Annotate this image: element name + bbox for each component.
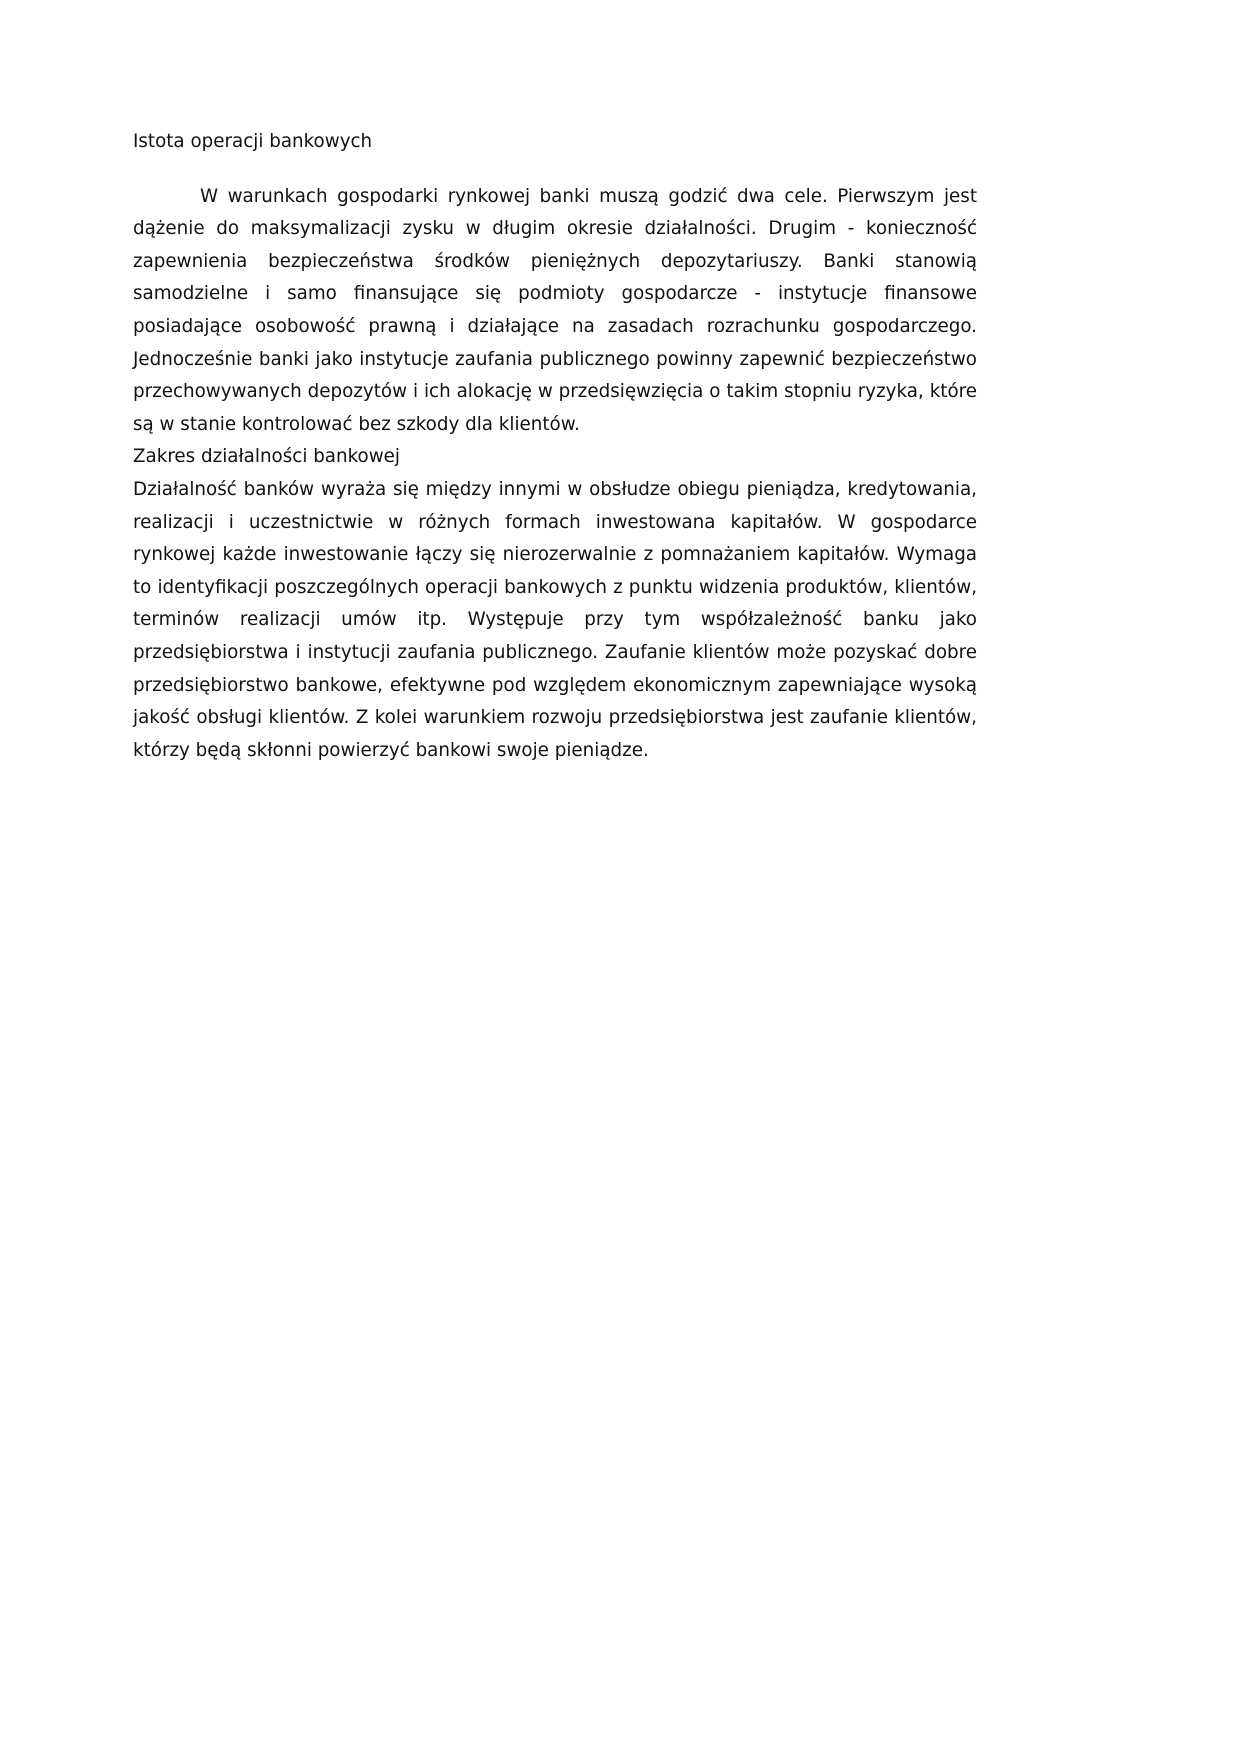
- section-heading-zakres: Zakres działalności bankowej: [133, 446, 400, 468]
- document-page: [133, 126, 977, 767]
- paragraph-istota: W warunkach gospodarki rynkowej banki muszą godzić dwa cele. Pierwszym jest dążenie do maksymalizacji zysku w długim okresie działalności. Drugim - konieczność zapewnienia bezpieczeństwa środków pieniężnych depozytariuszy. Banki stanowią samodzielne i samo finansujące się podmioty gospodarcze - instytucje finansowe posiadające osobowość prawną i działające na zasadach rozrachunku gospodarczego. Jednocześnie banki jako instytucje zaufania publicznego powinny zapewnić bezpieczeństwo przechowywanych depozytów i ich alokację w przedsięwzięcia o takim stopniu ryzyka, które są w stanie kontrolować bez szkody dla klientów.: [133, 185, 977, 435]
- paragraph-zakres: Działalność banków wyraża się między innymi w obsłudze obiegu pieniądza, kredytowania, realizacji i uczestnictwie w różnych formach inwestowana kapitałów. W gospodarce rynkowej każde inwestowanie łączy się nierozerwalnie z pomnażaniem kapitałów. Wymaga to identyfikacji poszczególnych operacji bankowych z punktu widzenia produktów, klientów, terminów realizacji umów itp. Występuje przy tym współzależność banku jako przedsiębiorstwa i instytucji zaufania publicznego. Zaufanie klientów może pozyskać dobre przedsiębiorstwo bankowe, efektywne pod względem ekonomicznym zapewniające wysoką jakość obsługi klientów. Z kolei warunkiem rozwoju przedsiębiorstwa jest zaufanie klientów, którzy będą skłonni powierzyć bankowi swoje pieniądze.: [133, 478, 977, 761]
- document-title: Istota operacji bankowych: [133, 131, 373, 152]
